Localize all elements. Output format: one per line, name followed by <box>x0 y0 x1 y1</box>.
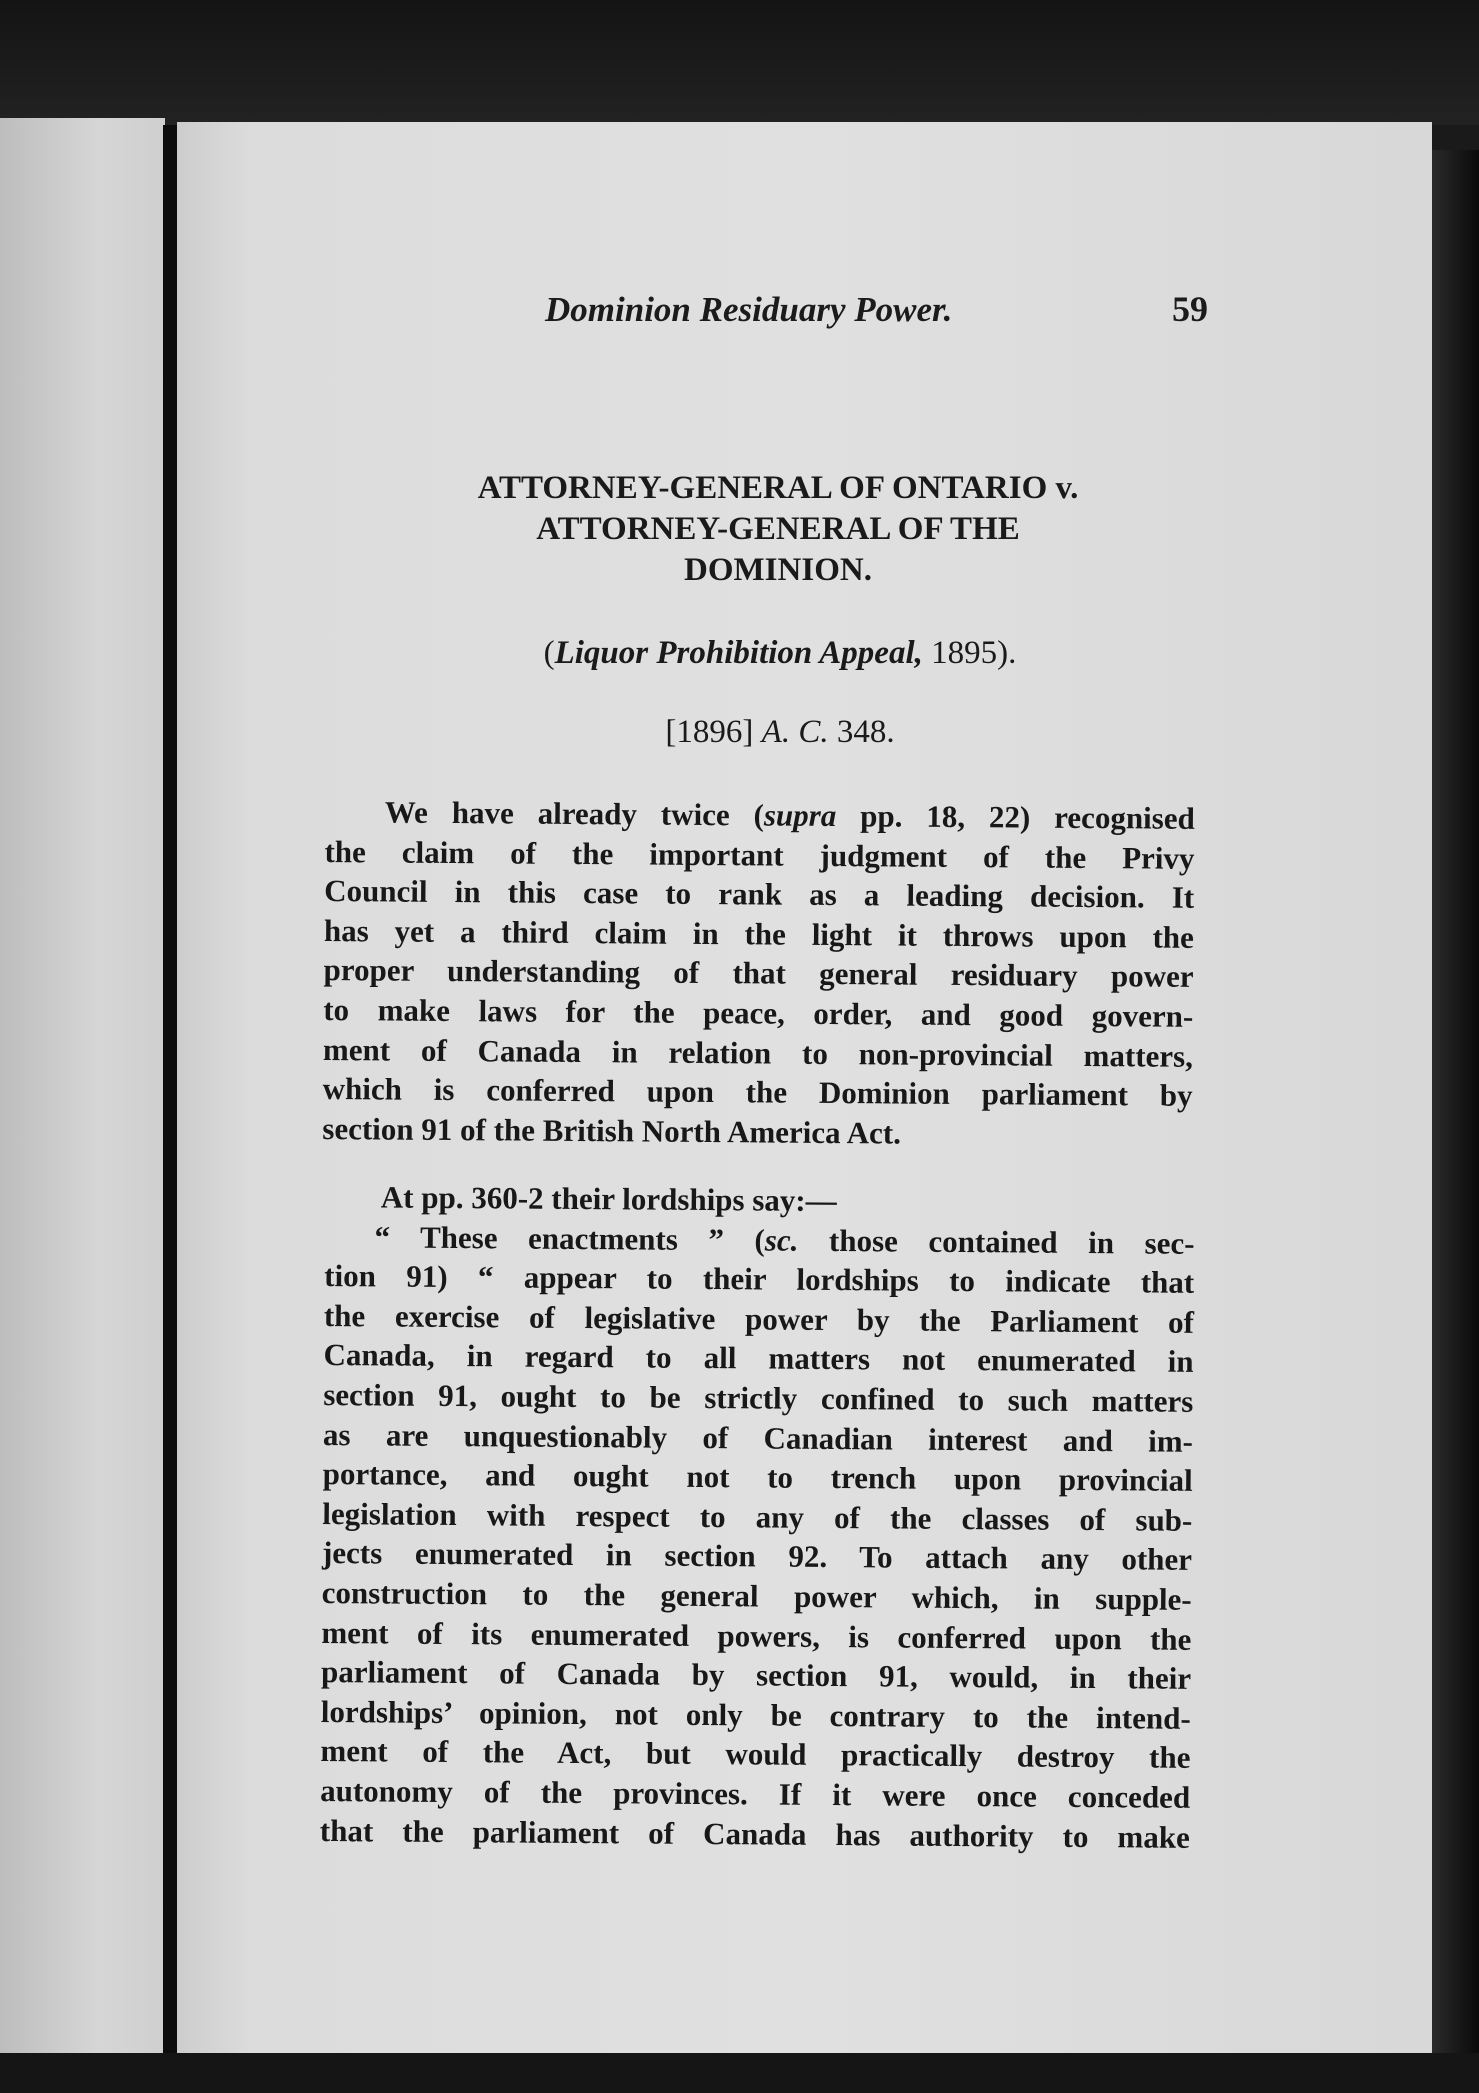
page-number: 59 <box>1172 289 1208 329</box>
text-line: lordships’ opinion, not only be contrary to the intend- <box>320 1693 1191 1736</box>
text-line: autonomy of the provinces. If it were once conceded <box>320 1772 1191 1815</box>
book-gutter <box>163 125 177 2055</box>
text-line: has yet a third claim in the light it throws upon the <box>323 912 1195 955</box>
case-title-line: ATTORNEY-GENERAL OF THE <box>536 511 1020 547</box>
text-line: section 91, ought to be strictly confined to such matters <box>323 1376 1194 1419</box>
text-line: tion 91) “ appear to their lordships to indicate that <box>324 1258 1195 1301</box>
text-line: At pp. 360-2 their lordships say:— <box>380 1179 837 1219</box>
citation-year: [1896] <box>665 714 762 750</box>
page-shadow-edge <box>1432 150 1479 2055</box>
scan-top-border <box>0 0 1479 125</box>
text-line: the exercise of legislative power by the Parliament of <box>323 1297 1195 1340</box>
scan-bottom-border <box>0 2053 1479 2093</box>
text-line: ment of Canada in relation to non-provincial matters, <box>322 1031 1194 1074</box>
text-line: Canada, in regard to all matters not enumerated in <box>323 1337 1194 1380</box>
text-line: “ These enactments ” (sc. those contained in sec- <box>374 1218 1195 1261</box>
text-line: construction to the general power which, in supple- <box>321 1574 1192 1617</box>
text-line: the claim of the important judgment of the Privy <box>324 833 1195 876</box>
running-head: Dominion Residuary Power. <box>545 290 953 329</box>
text-line: We have already twice (supra pp. 18, 22) recognised <box>384 794 1195 836</box>
case-popular-name <box>400 635 1160 672</box>
case-title <box>388 468 1168 591</box>
popular-name-open: ( <box>543 635 555 671</box>
citation-page: 348. <box>828 714 895 750</box>
paragraph-1 <box>322 792 1195 1155</box>
facing-page-edge <box>0 118 165 2058</box>
case-title-line: ATTORNEY-GENERAL OF ONTARIO v. <box>477 470 1079 506</box>
popular-name-italic: Liquor Prohibition Appeal, <box>554 635 923 671</box>
text-line: to make laws for the peace, order, and good govern- <box>323 991 1194 1034</box>
popular-name-year: 1895). <box>922 635 1017 671</box>
text-line: portance, and ought not to trench upon provincial <box>322 1456 1193 1498</box>
law-report-citation <box>400 714 1160 751</box>
text-line: ment of the Act, but would practically destroy the <box>320 1733 1191 1776</box>
case-title-line: DOMINION. <box>684 552 872 588</box>
text-line: parliament of Canada by section 91, would, in their <box>320 1654 1192 1696</box>
text-line: which is conferred upon the Dominion parliament by <box>322 1071 1193 1113</box>
text-line: proper understanding of that general residuary power <box>323 952 1194 995</box>
text-line: jects enumerated in section 92. To attach any other <box>321 1535 1193 1578</box>
text-line: legislation with respect to any of the classes of sub- <box>322 1495 1193 1538</box>
text-line: section 91 of the British North America Act. <box>322 1110 902 1151</box>
text-line: that the parliament of Canada has authority to make <box>319 1812 1190 1855</box>
paragraph-2 <box>320 1177 1195 1857</box>
citation-reporter: A. C. <box>761 714 829 750</box>
text-line: ment of its enumerated powers, is conferred upon the <box>321 1614 1192 1657</box>
text-line: Council in this case to rank as a leading decision. It <box>324 873 1195 916</box>
text-line: as are unquestionably of Canadian interest and im- <box>322 1416 1194 1459</box>
